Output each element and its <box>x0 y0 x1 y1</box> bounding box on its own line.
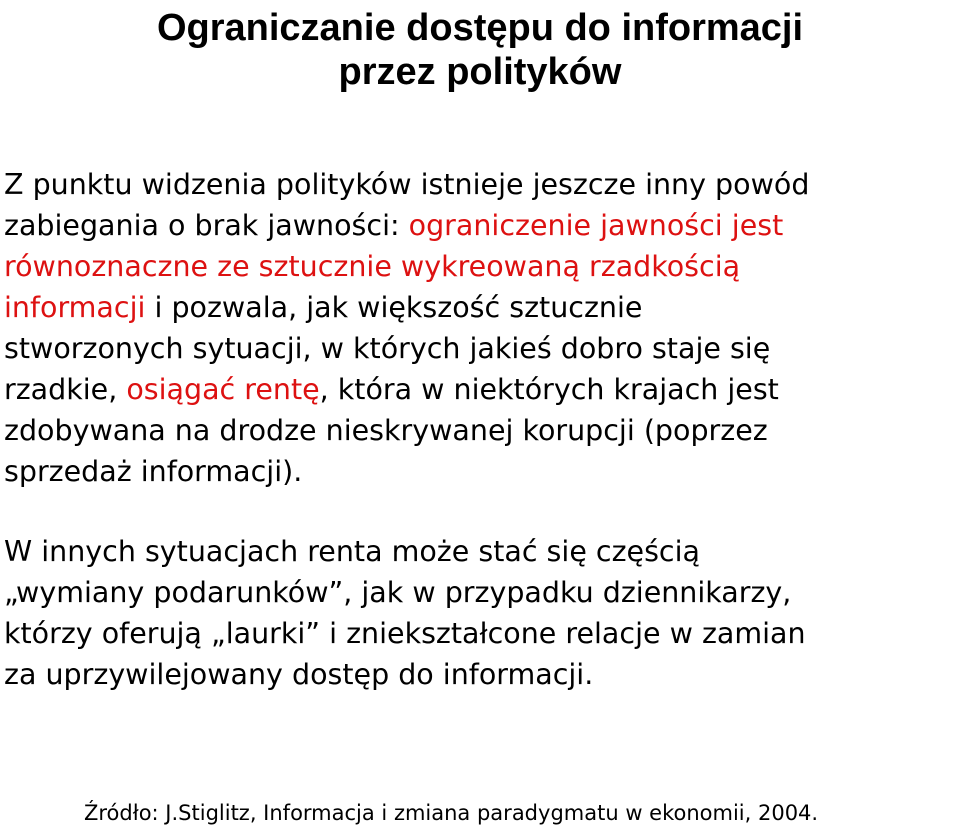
p1-line1: Z punktu widzenia polityków istnieje jeszcze inny powód <box>4 168 810 201</box>
p1-line6-plain-b: , która w niektórych krajach jest <box>319 373 779 406</box>
p2-line3: którzy oferują „laurki” i zniekształcone relacje w zamian <box>4 617 806 650</box>
p1-line7: zdobywana na drodze nieskrywanej korupcji (poprzez <box>4 414 768 447</box>
p1-line6-highlight: osiągać rentę <box>126 373 320 406</box>
p2-line4: za uprzywilejowany dostęp do informacji. <box>4 658 594 691</box>
p2-line1: W innych sytuacjach renta może stać się częścią <box>4 535 700 568</box>
p1-line3-highlight: równoznaczne ze sztucznie wykreowaną rzadkością <box>4 250 741 283</box>
p1-line2-plain: zabiegania o brak jawności: <box>4 209 409 242</box>
source-citation: Źródło: J.Stiglitz, Informacja i zmiana paradygmatu w ekonomii, 2004. <box>84 801 819 825</box>
paragraph-political-reasons <box>4 164 960 492</box>
slide-title-line1: Ograniczanie dostępu do informacji <box>156 7 804 49</box>
p1-line4-plain: i pozwala, jak większość sztucznie <box>145 291 643 324</box>
p2-line2: „wymiany podarunków”, jak w przypadku dziennikarzy, <box>4 576 792 609</box>
slide-title <box>0 6 960 94</box>
p1-line6-plain-a: rzadkie, <box>4 373 127 406</box>
p1-line8: sprzedaż informacji). <box>4 455 303 488</box>
paragraph-gift-exchange <box>4 531 960 695</box>
slide-title-line2: przez polityków <box>338 51 622 93</box>
p1-line4-highlight: informacji <box>4 291 146 324</box>
p1-line5: stworzonych sytuacji, w których jakieś dobro staje się <box>4 332 771 365</box>
p1-line2-highlight: ograniczenie jawności jest <box>408 209 784 242</box>
